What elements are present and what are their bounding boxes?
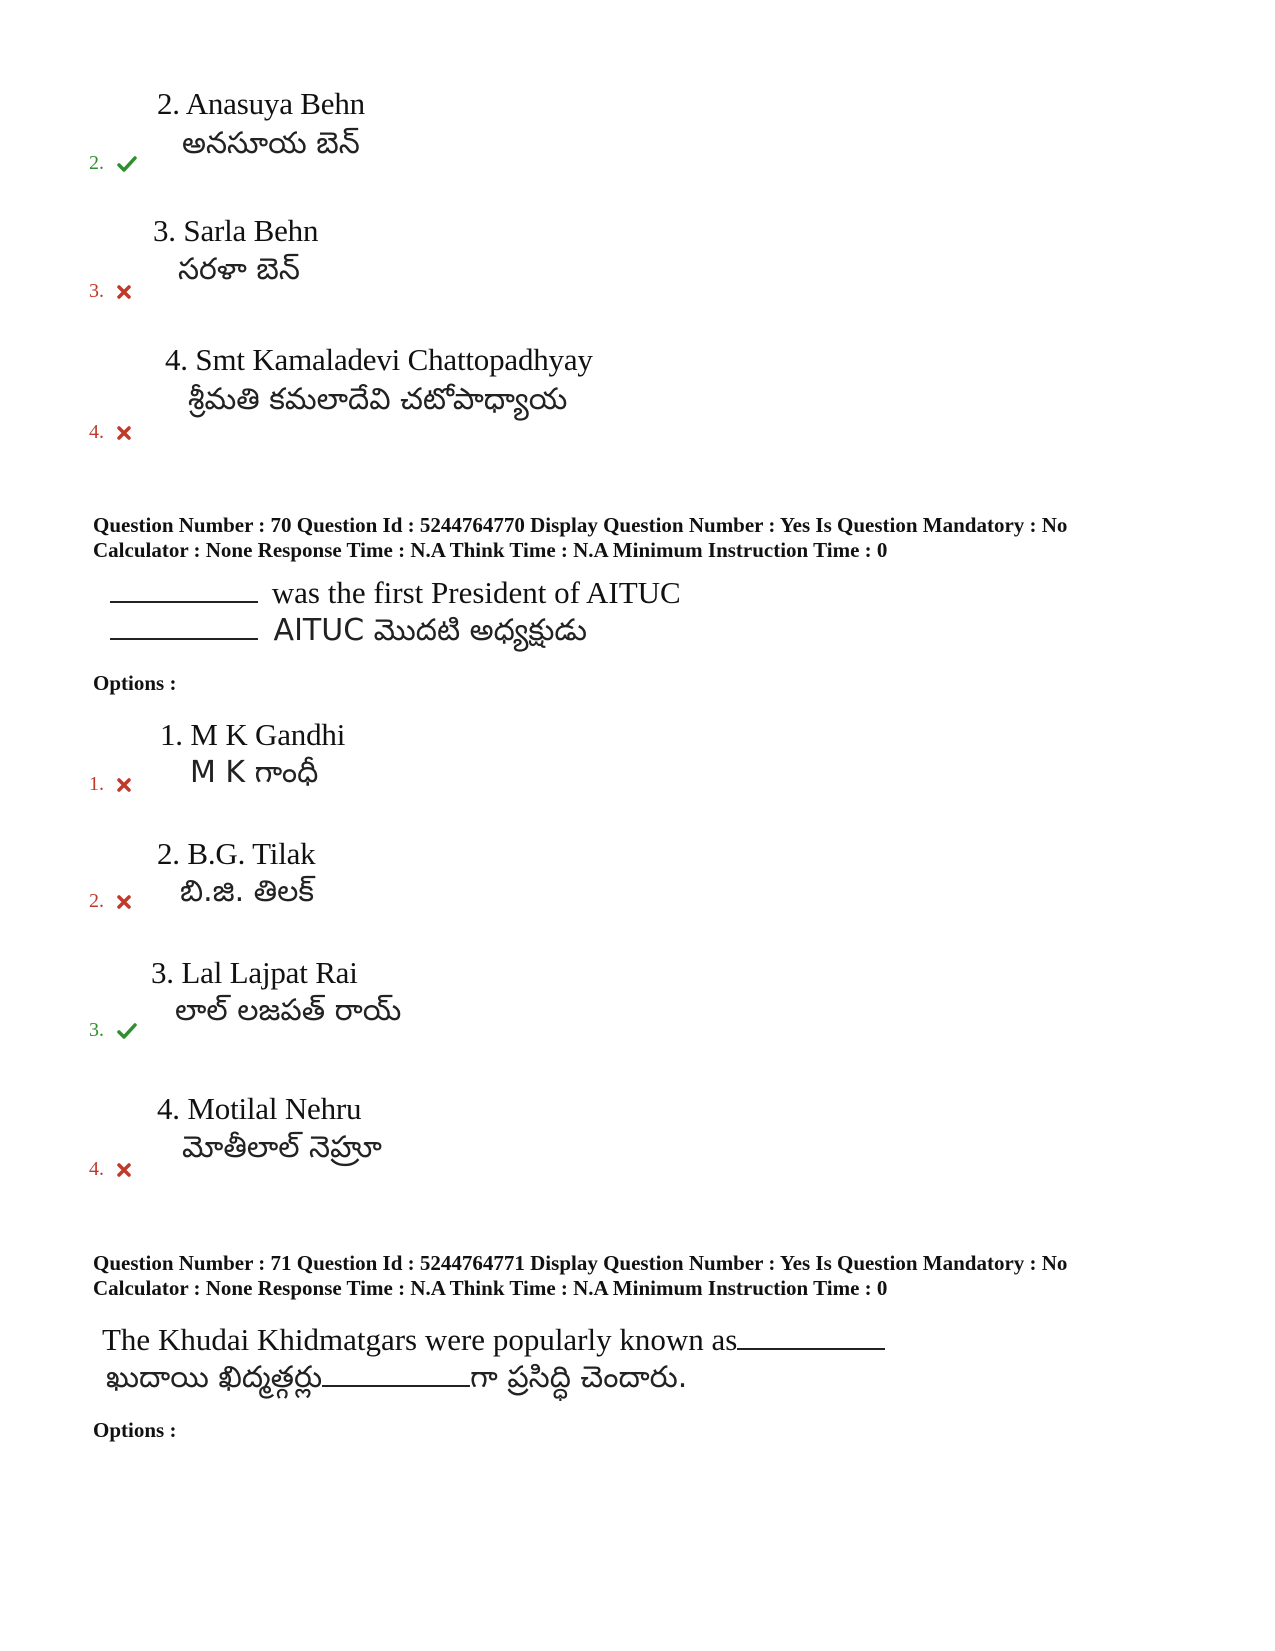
- question-meta-line1: Question Number : 71 Question Id : 5244764771 Display Question Number : Yes Is Question Mandatory : No: [93, 1251, 1068, 1275]
- option-text-te: శ్రీమతి కమలాదేవి చటోపాధ్యాయ: [188, 382, 568, 417]
- option-text-en: 4. Smt Kamaladevi Chattopadhyay: [165, 342, 593, 377]
- option-text-te: అనసూయ బెన్: [182, 126, 360, 161]
- option-text-te: లాల్ లజపత్ రాయ్: [175, 993, 402, 1028]
- cross-icon: [117, 895, 131, 909]
- option-text-en: 2. B.G. Tilak: [157, 836, 316, 871]
- answer-blank: [110, 616, 258, 640]
- answer-blank: [322, 1363, 470, 1387]
- option-marker: 4.: [89, 1158, 131, 1181]
- options-label: Options :: [93, 1418, 177, 1442]
- option-marker: 1.: [89, 773, 131, 796]
- question-text-en: The Khudai Khidmatgars were popularly known as: [102, 1322, 885, 1358]
- answer-blank: [110, 579, 258, 603]
- option-text-en: 4. Motilal Nehru: [157, 1091, 362, 1126]
- option-marker: 3.: [89, 1019, 137, 1042]
- question-text-te: ఖుదాయి ఖిద్మత్గర్లు గా ప్రసిద్ధి చెందారు.: [106, 1360, 688, 1395]
- question-text-en: was the first President of AITUC: [110, 575, 681, 611]
- check-icon: [117, 1023, 137, 1039]
- cross-icon: [117, 426, 131, 440]
- option-marker: 2.: [89, 152, 137, 175]
- option-marker: 3.: [89, 280, 131, 303]
- option-text-en: 2. Anasuya Behn: [157, 86, 365, 121]
- question-meta-line2: Calculator : None Response Time : N.A Think Time : N.A Minimum Instruction Time : 0: [93, 538, 888, 562]
- option-text-te: మోతీలాల్ నెహ్రూ: [182, 1130, 382, 1165]
- cross-icon: [117, 285, 131, 299]
- option-text-en: 3. Sarla Behn: [153, 213, 319, 248]
- option-marker: 4.: [89, 421, 131, 444]
- option-text-te: సరళా బెన్: [178, 252, 300, 287]
- question-meta-line1: Question Number : 70 Question Id : 5244764770 Display Question Number : Yes Is Question Mandatory : No: [93, 513, 1068, 537]
- question-meta: [93, 1251, 1067, 1301]
- option-marker: 2.: [89, 890, 131, 913]
- question-text-te: AITUC మొదటి అధ్యక్షుడు: [110, 613, 587, 655]
- option-text-te: M K గాంధీ: [190, 755, 319, 790]
- question-meta-line2: Calculator : None Response Time : N.A Think Time : N.A Minimum Instruction Time : 0: [93, 1276, 888, 1300]
- options-label: Options :: [93, 671, 177, 695]
- option-text-en: 1. M K Gandhi: [160, 717, 346, 752]
- question-meta: [93, 513, 1067, 563]
- cross-icon: [117, 778, 131, 792]
- cross-icon: [117, 1163, 131, 1177]
- check-icon: [117, 156, 137, 172]
- option-text-en: 3. Lal Lajpat Rai: [151, 955, 358, 990]
- option-text-te: బి.జి. తిలక్: [180, 874, 315, 909]
- answer-blank: [737, 1326, 885, 1350]
